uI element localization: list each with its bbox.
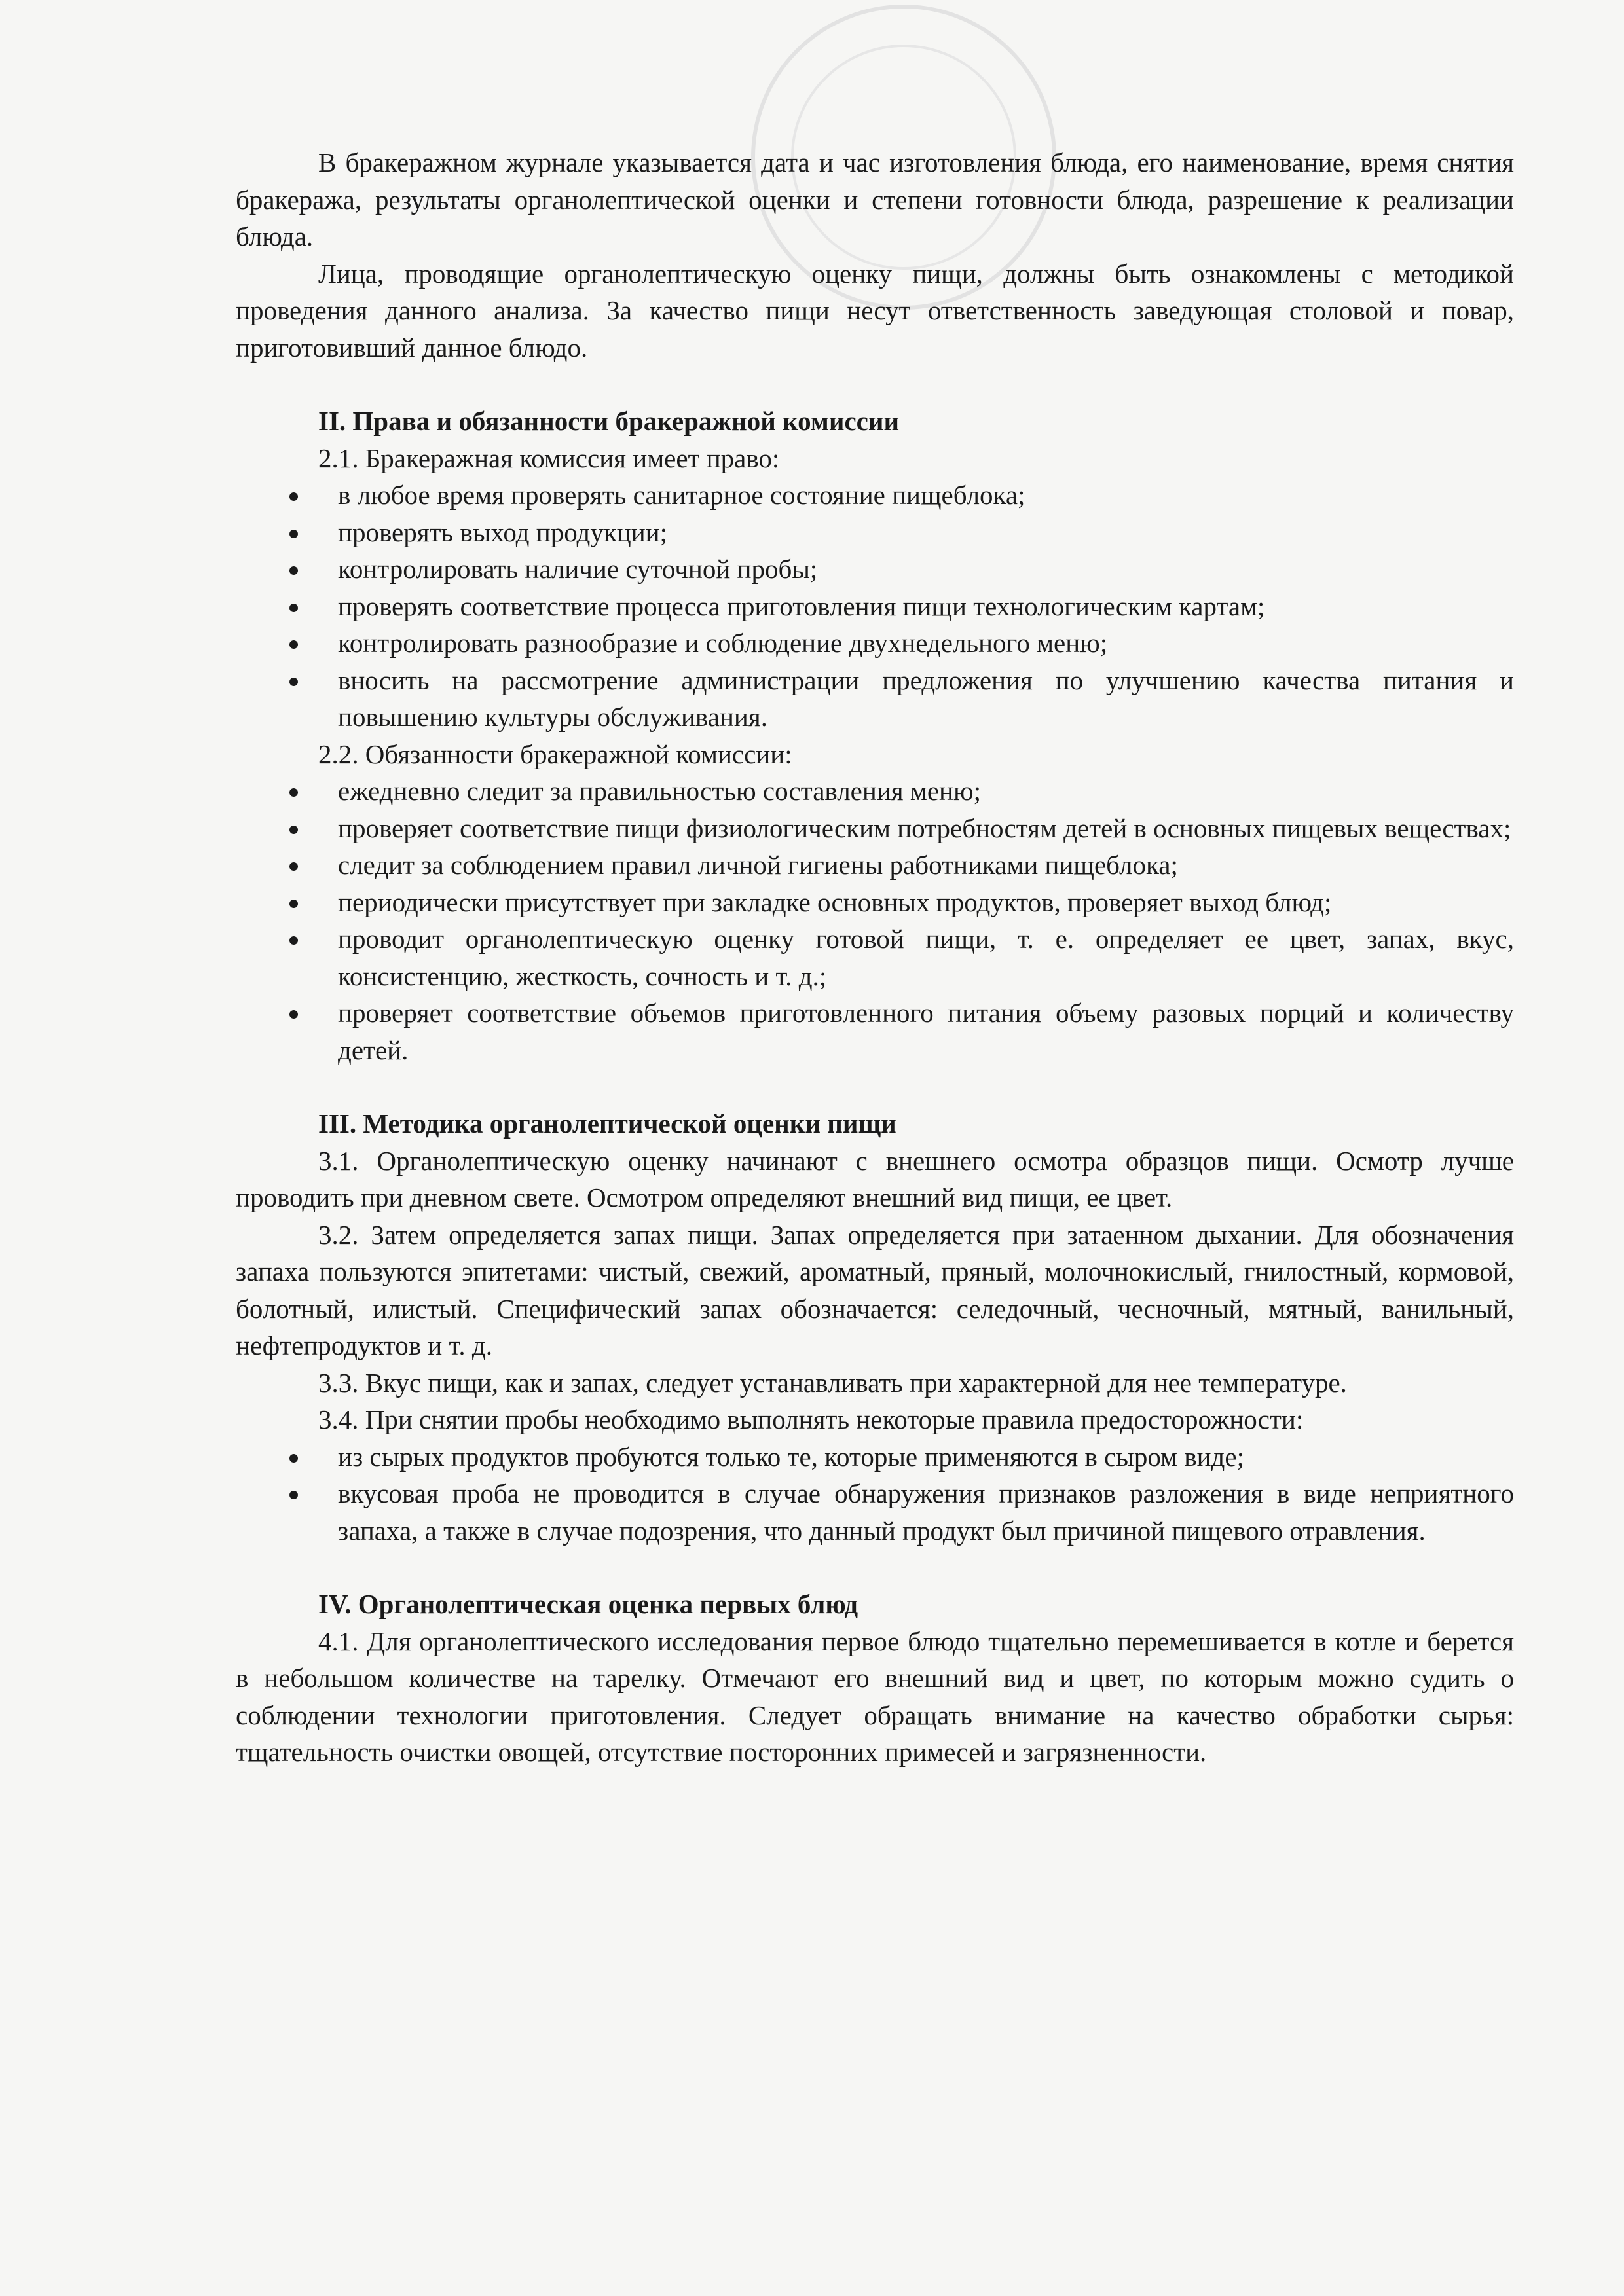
intro-paragraph-2: Лица, проводящие органолептическую оценку пищи, должны быть ознакомлены с методикой проведения данного анализа. За качество пищи несут ответственность заведующая столовой и повар, приготовивший данное блюдо. [236, 258, 1514, 363]
section-4-paragraph-1: 4.1. Для органолептического исследования первое блюдо тщательно перемешивается в котле и берется в небольшом количестве на тарелку. Отмечают его внешний вид и цвет, по которым можно судить о соблюдении технологии приготовления. Следует обращать внимание на качество обработки сырья: тщательность очистки овощей, отсутствие посторонних примесей и загрязненности. [236, 1626, 1514, 1767]
list-item: проверять выход продукции; [236, 514, 1514, 551]
section-4-heading: IV. Органолептическая оценка первых блюд [318, 1589, 858, 1619]
list-item: в любое время проверять санитарное состояние пищеблока; [236, 477, 1514, 514]
list-item: контролировать разнообразие и соблюдение двухнедельного меню; [236, 625, 1514, 662]
duties-list [236, 773, 1514, 1068]
list-item: проводит органолептическую оценку готовой пищи, т. е. определяет ее цвет, запах, вкус, консистенцию, жесткость, сочность и т. д.; [236, 920, 1514, 994]
precautions-list [236, 1438, 1514, 1550]
duties-subheading: 2.2. Обязанности бракеражной комиссии: [318, 738, 792, 769]
section-3-paragraph-1: 3.1. Органолептическую оценку начинают с внешнего осмотра образцов пищи. Осмотр лучше проводить при дневном свете. Осмотром определяют внешний вид пищи, ее цвет. [236, 1145, 1514, 1212]
list-item: из сырых продуктов пробуются только те, которые применяются в сыром виде; [236, 1438, 1514, 1476]
list-item: проверять соответствие процесса приготовления пищи технологическим картам; [236, 588, 1514, 625]
section-3-heading: III. Методика органолептической оценки пищи [318, 1108, 896, 1139]
list-item: ежедневно следит за правильностью составления меню; [236, 773, 1514, 810]
section-3-paragraph-2: 3.2. Затем определяется запах пищи. Запах определяется при затаенном дыхании. Для обозначения запаха пользуются эпитетами: чистый, свежий, ароматный, пряный, молочнокислый, гнилостный, кормовой, болотный, илистый. Специфический запах обозначается: селедочный, чесночный, мятный, ванильный, нефтепродуктов и т. д. [236, 1219, 1514, 1360]
list-item: проверяет соответствие объемов приготовленного питания объему разовых порций и количеству детей. [236, 994, 1514, 1068]
rights-list [236, 477, 1514, 736]
intro-paragraph-1: В бракеражном журнале указывается дата и час изготовления блюда, его наименование, время снятия бракеража, результаты органолептической оценки и степени готовности блюда, разрешение к реализации блюда. [236, 147, 1514, 251]
list-item: проверяет соответствие пищи физиологическим потребностям детей в основных пищевых веществах; [236, 810, 1514, 847]
list-item: периодически присутствует при закладке основных продуктов, проверяет выход блюд; [236, 884, 1514, 921]
list-item: контролировать наличие суточной пробы; [236, 551, 1514, 588]
list-item: вкусовая проба не проводится в случае обнаружения признаков разложения в виде неприятного запаха, а также в случае подозрения, что данный продукт был причиной пищевого отравления. [236, 1475, 1514, 1549]
document-page [236, 144, 1514, 1771]
section-3-paragraph-3: 3.3. Вкус пищи, как и запах, следует устанавливать при характерной для нее температуре. [318, 1367, 1347, 1398]
list-item: вносить на рассмотрение администрации предложения по улучшению качества питания и повышению культуры обслуживания. [236, 662, 1514, 736]
rights-subheading: 2.1. Бракеражная комиссия имеет право: [318, 443, 780, 473]
section-2-heading: II. Права и обязанности бракеражной комиссии [318, 406, 900, 436]
list-item: следит за соблюдением правил личной гигиены работниками пищеблока; [236, 847, 1514, 884]
section-3-paragraph-4: 3.4. При снятии пробы необходимо выполнять некоторые правила предосторожности: [318, 1404, 1304, 1434]
